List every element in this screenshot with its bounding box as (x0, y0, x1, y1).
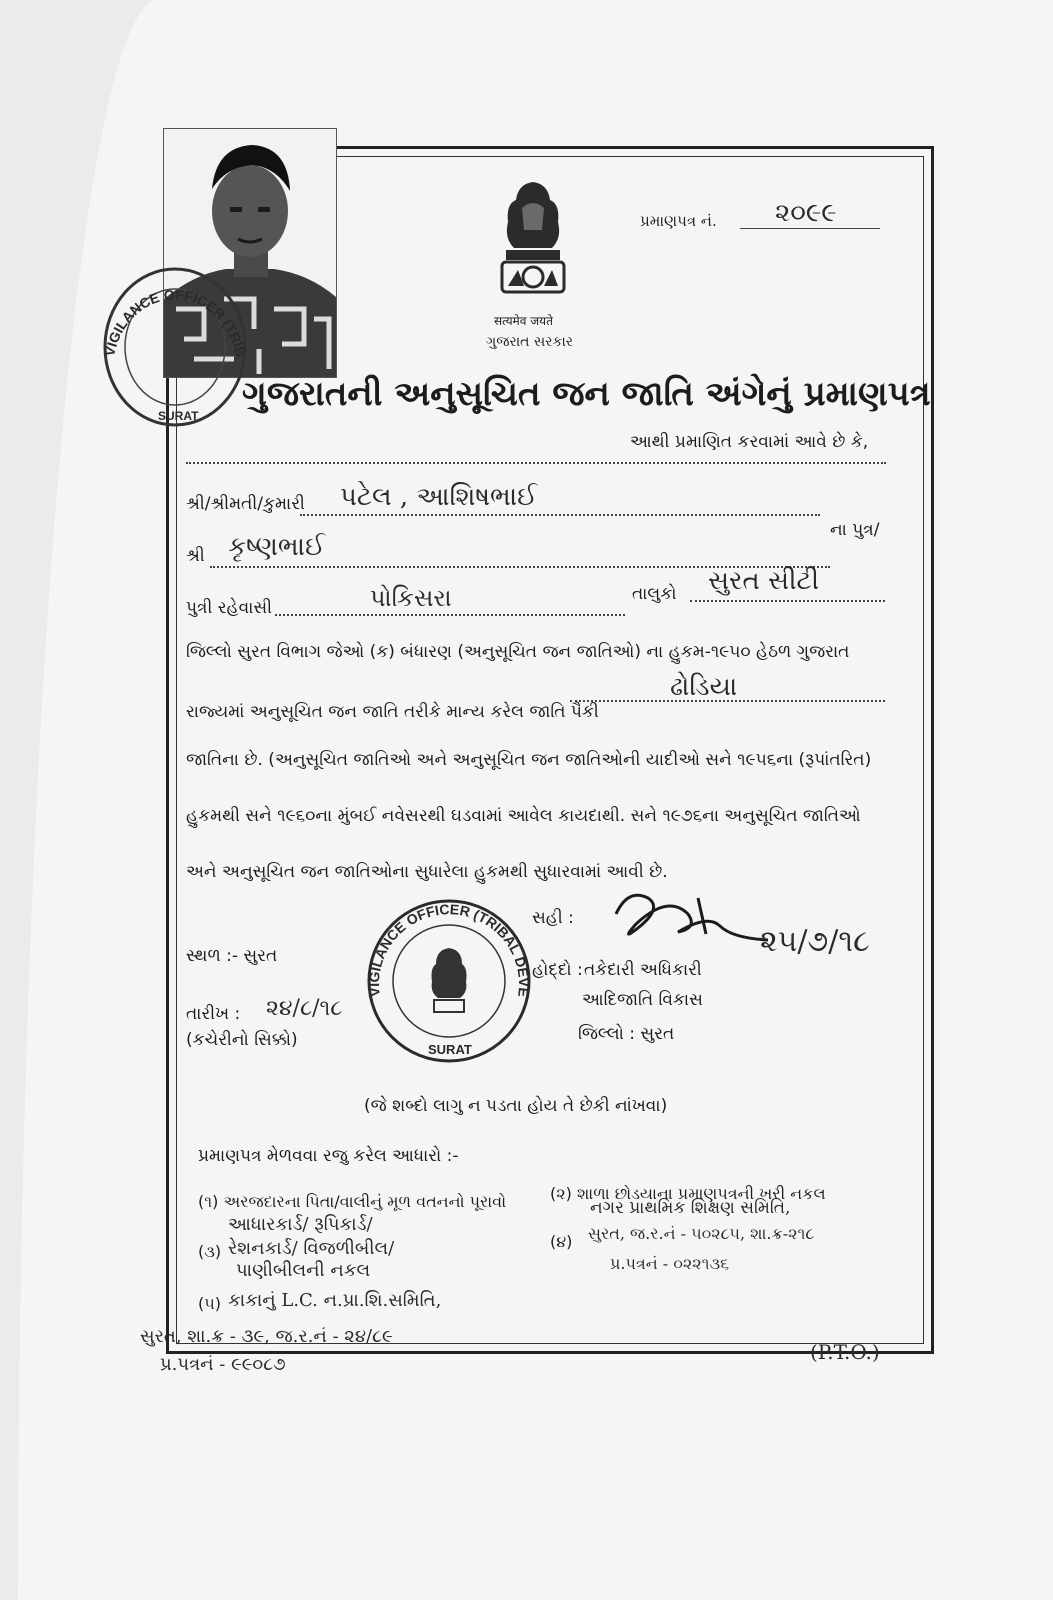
strike-out-note: (જે શબ્દો લાગુ ન પડતા હોય તે છેકી નાંખવા) (364, 1096, 668, 1116)
body-line-4: હુકમથી સને ૧૯૬૦ના મુંબઈ નવેસરથી ઘડવામાં આવેલ કાયદાથી. સને ૧૯૭૬ના અનુસૂચિત જાતિઓ (186, 806, 861, 826)
village-underline (275, 614, 625, 616)
extra-note-line-1: સુરત, શા.ક્ર - ૩૯, જ.ર.નં - ૨૪/૮૯ (140, 1326, 393, 1347)
certificate-title: ગુજરાતની અનુસૂચિત જન જાતિ અંગેનું પ્રમાણપત્ર (242, 374, 931, 414)
village-value: પોકિસરા (370, 584, 452, 612)
vigilance-officer-stamp-left (100, 262, 250, 436)
document-item-4-detail-b: પ્ર.પત્રનં - ૦૨૨૧૩૬ (610, 1254, 730, 1273)
name-label: શ્રી/શ્રીમતી/કુમારી (186, 494, 305, 514)
body-line-2: રાજ્યમાં અનુસૂચિત જન જાતિ તરીકે માન્ય કરેલ જાતિ પૈકી (186, 702, 599, 722)
applicant-name: પટેલ , આશિષભાઈ (340, 482, 538, 512)
document-item-5: (૫) (198, 1294, 221, 1313)
stamp-center-city: SURAT (428, 1042, 472, 1057)
certificate-number-value: ૨૦૯૯ (775, 198, 837, 228)
name-underline (300, 514, 820, 516)
taluka-underline (690, 600, 885, 602)
document-item-2: (૨) શાળા છોડયાના પ્રમાણપત્રની ખરી નકલ (550, 1184, 826, 1203)
date-value: ૨૪/૮/૧૮ (266, 996, 343, 1021)
taluka-label: તાલુકો (632, 584, 677, 604)
document-item-1: (૧) અરજદારના પિતા/વાલીનું મૂળ વતનનો પૂરાવો (198, 1192, 507, 1211)
body-line-3: જાતિના છે. (અનુસૂચિત જાતિઓ અને અનુસૂચિત જન જાતિઓની યાદીઓ સને ૧૯૫૬ના (રૂપાંતરિત) (186, 750, 872, 770)
department-value: આદિજાતિ વિકાસ (582, 990, 703, 1010)
certification-intro: આથી પ્રમાણિત કરવામાં આવે છે કે, (630, 432, 869, 452)
document-item-3: (૩) (198, 1242, 222, 1261)
signature-date: ૨૫/૭/૧૮ (760, 924, 870, 959)
taluka-value: સુરત સીટી (708, 566, 820, 596)
document-item-4-detail-a: સુરત, જ.ર.નં - ૫૦૨૮૫, શા.ક્ર-૨૧૮ (588, 1224, 815, 1243)
government-name: ગુજરાત સરકાર (486, 334, 573, 350)
resident-label: પુત્રી રહેવાસી (186, 598, 273, 618)
extra-note-line-2: પ્ર.પત્રનં - ૯૯૦૮૭ (160, 1354, 286, 1375)
date-label: તારીખ : (186, 1004, 241, 1024)
signature-label: સહી : (532, 908, 574, 928)
designation-label: હોદ્દો : (532, 960, 583, 980)
district-value: જિલ્લો : સુરત (578, 1024, 675, 1044)
document-item-4: (૪) (550, 1232, 573, 1251)
father-name: કૃષ્ણભાઈ (228, 532, 326, 562)
designation-value: તકેદારી અધિકારી (584, 960, 702, 980)
officer-signature (608, 884, 778, 968)
emblem-motto: सत्यमेव जयते (494, 314, 553, 328)
documents-heading: પ્રમાણપત્ર મેળવવા રજુ કરેલ આધારો :- (198, 1146, 459, 1166)
son-of-label: ના પુત્ર/ (830, 520, 880, 540)
document-item-3-detail-a: રેશનકાર્ડ/ વિજળીબીલ/ (228, 1238, 395, 1259)
document-item-5-detail: કાકાનું L.C. ન.પ્રા.શિ.સમિતિ, (228, 1290, 442, 1311)
vigilance-officer-stamp-center (364, 896, 534, 1070)
tribe-value: ઢોડિયા (670, 672, 738, 702)
place-label: સ્થળ :- સુરત (186, 946, 278, 966)
document-item-3-detail-b: પાણીબીલની નકલ (236, 1260, 371, 1281)
stamp-left-city: SURAT (158, 409, 199, 423)
document-item-2-detail: નગર પ્રાથમિક શિક્ષણ સમિતિ, (590, 1198, 791, 1218)
stamp-left-text: VIGILANCE OFFICER (TRIB (101, 286, 249, 359)
father-prefix: શ્રી (186, 546, 205, 566)
document-item-1-detail: આધારકાર્ડ/ રૂપિકાર્ડ/ (228, 1214, 373, 1235)
certificate-number-label: પ્રમાણપત્ર નં. (640, 212, 717, 230)
stamp-center-text: VIGILANCE OFFICER (TRIBAL DEVE (365, 901, 533, 998)
body-line-5: અને અનુસૂચિત જન જાતિઓના સુધારેલા હુકમથી સુધારવામાં આવી છે. (186, 862, 668, 882)
body-line-1: જિલ્લો સુરત વિભાગ જેઓ (ક) બંધારણ (અનુસૂચિત જન જાતિઓ) ના હુકમ-૧૯૫૦ હેઠળ ગુજરાત (186, 642, 850, 662)
office-seal-label: (કચેરીનો સિક્કો) (186, 1030, 298, 1050)
national-emblem-icon (496, 178, 570, 304)
please-turn-over: (P.T.O.) (810, 1340, 880, 1364)
svg-text:VIGILANCE OFFICER (TRIBAL DEVE (100, 262, 249, 358)
intro-underline (186, 462, 886, 464)
